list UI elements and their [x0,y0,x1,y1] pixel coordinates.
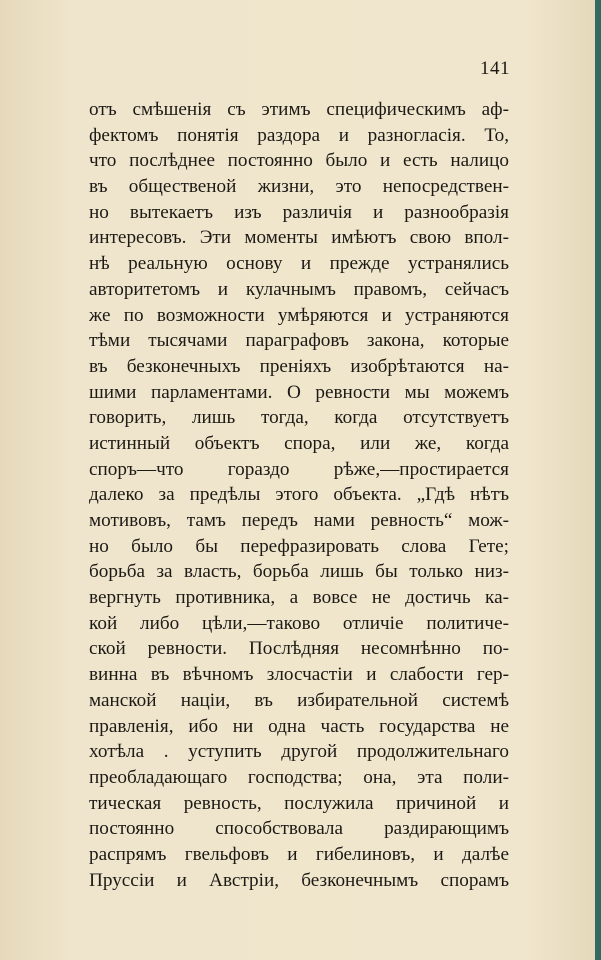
text-line: шими парламентами. О ревности мы можемъ [89,381,509,403]
text-line: постоянно способствовала раздирающимъ [89,818,509,840]
text-line: манской націи, въ избирательной системѣ [89,689,509,711]
text-line: что послѣднее постоянно было и есть налицо [89,150,509,172]
text-line: борьба за власть, борьба лишь бы только низ- [89,561,509,583]
text-line: кой либо цѣли,—таково отличіе политиче- [89,612,509,634]
text-line: правленія, ибо ни одна часть государства не [89,715,509,737]
text-line: вергнуть противника, а вовсе не достичь ка- [89,587,509,609]
page-number: 141 [480,58,510,79]
text-line: истинный объектъ спора, или же, когда [89,432,509,454]
text-line: ской ревности. Послѣдняя несомнѣнно по- [89,638,509,660]
body-text [89,97,509,893]
text-line: мотивовъ, тамъ передъ нами ревность“ мож- [89,510,509,531]
text-line: въ безконечныхъ преніяхъ изобрѣтаются на- [89,355,509,377]
page-edge [595,0,601,960]
text-line: споръ—что гораздо рѣже,—простирается [89,458,509,480]
text-line: но вытекаетъ изъ различія и разнообразія [89,201,509,223]
text-line: тѣми тысячами параграфовъ закона, которые [89,330,509,352]
text-line: фектомъ понятія раздора и разногласія. То, [89,124,509,146]
text-line: Пруссіи и Австріи, безконечнымъ спорамъ [89,869,509,891]
text-line: хотѣла . уступить другой продолжительнаго [89,741,509,763]
text-line: далеко за предѣлы этого объекта. „Гдѣ нѣтъ [89,484,509,506]
text-line: же по возможности умѣряются и устраняются [89,304,509,326]
text-line: распрямъ гвельфовъ и гибелиновъ, и далѣе [89,843,509,865]
text-line: тическая ревность, послужила причиной и [89,792,509,814]
text-line: авторитетомъ и кулачнымъ правомъ, сейчасъ [89,278,509,300]
text-line: нѣ реальную основу и прежде устранялись [89,253,509,275]
text-line: въ общественой жизни, это непосредствен- [89,176,509,198]
text-line: интересовъ. Эти моменты имѣютъ свою впол- [89,227,509,249]
text-line: преобладающаго господства; она, эта поли- [89,766,509,788]
text-line: винна въ вѣчномъ злосчастіи и слабости гер- [89,664,509,686]
text-line: говорить, лишь тогда, когда отсутствуетъ [89,407,509,429]
text-line: но было бы перефразировать слова Гете; [89,535,509,557]
text-line: отъ смѣшенія съ этимъ специфическимъ аф- [89,99,509,120]
